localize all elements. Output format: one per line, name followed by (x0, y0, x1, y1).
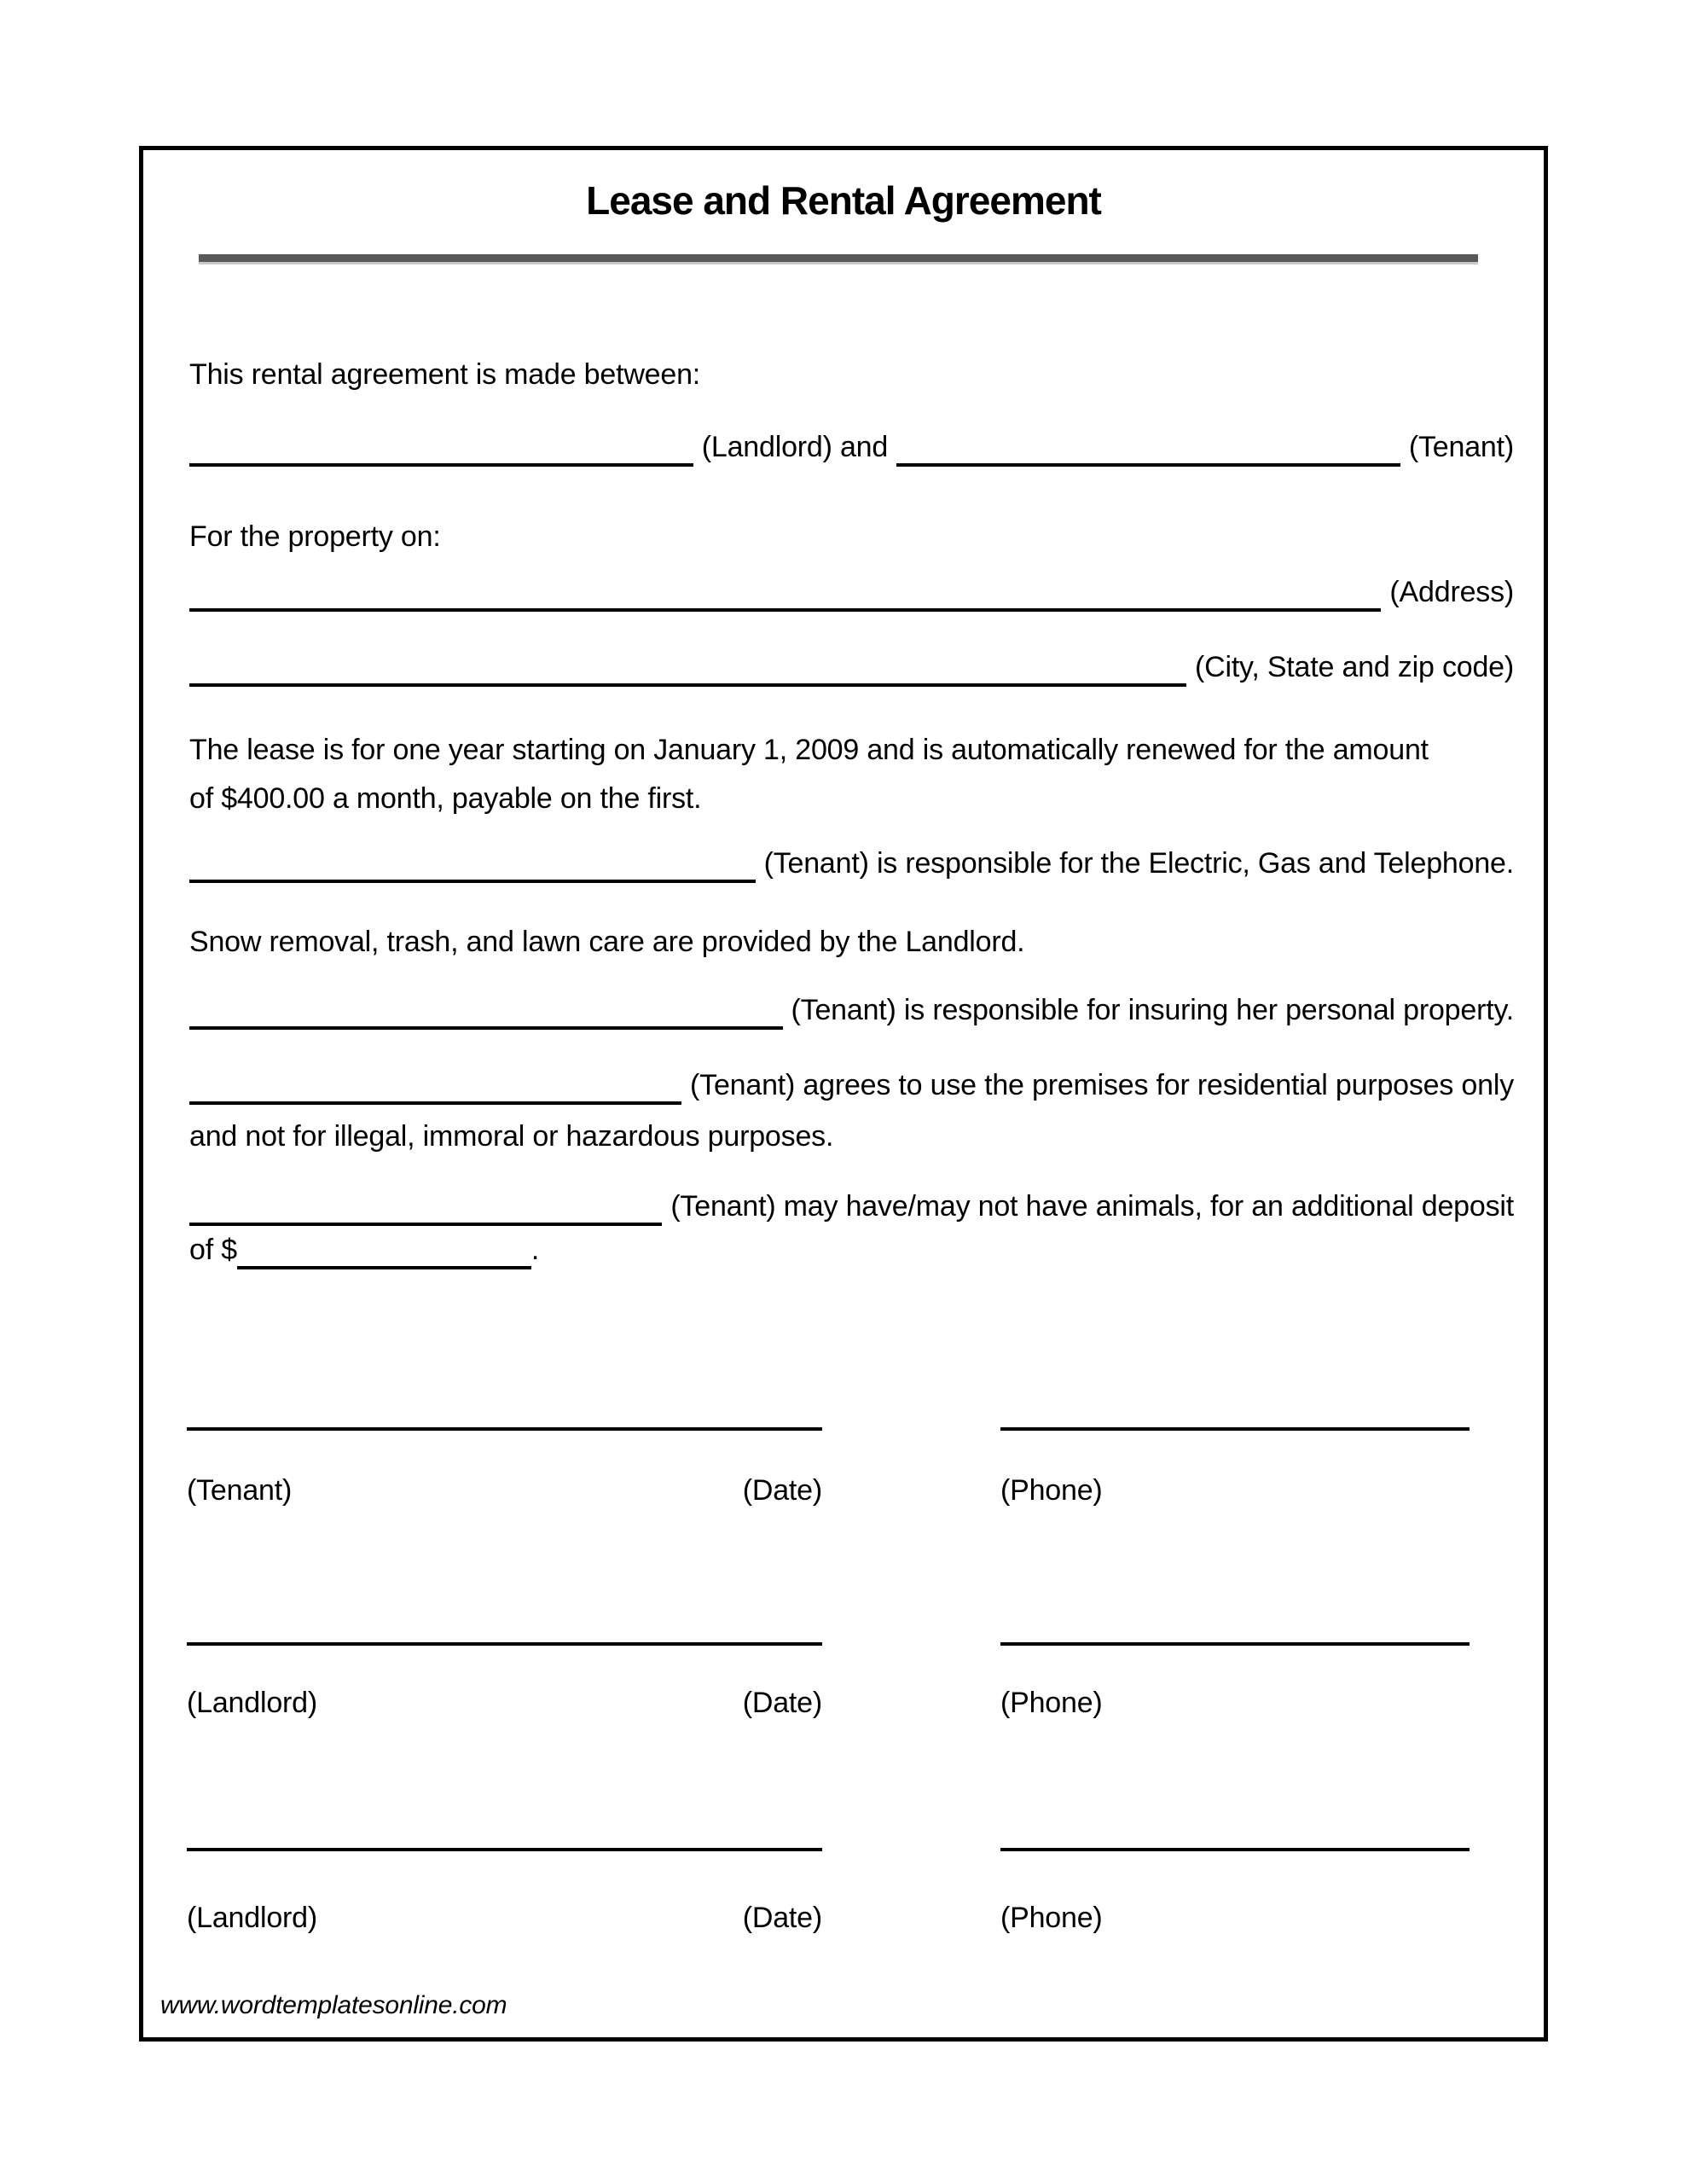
tenant-signature-line (187, 1427, 822, 1431)
animals-text-line1: (Tenant) may have/may not have animals, for an additional deposit (670, 1190, 1514, 1223)
landlord2-signature-line (187, 1848, 822, 1851)
premises-tenant-blank (189, 1066, 681, 1105)
signature-lines-tenant (187, 1427, 1514, 1431)
deposit-suffix: . (530, 1234, 540, 1266)
signature-gap (822, 1642, 1000, 1646)
page-title: Lease and Rental Agreement (586, 178, 1101, 223)
landlord-provides-text: Snow removal, trash, and lawn care are provided by the Landlord. (189, 926, 1025, 958)
lease-terms-paragraph (189, 726, 1514, 823)
landlord1-label-cell (187, 1683, 822, 1722)
animals-tenant-blank (189, 1187, 662, 1226)
tenant-date-label: (Date) (742, 1474, 822, 1507)
landlord1-party-label: (Landlord) (187, 1687, 317, 1719)
city-state-zip-row (189, 648, 1514, 687)
signature-lines-landlord-2 (187, 1848, 1514, 1851)
property-on-text: For the property on: (189, 520, 441, 553)
tenant-phone-label: (Phone) (1000, 1474, 1103, 1507)
signature-labels-landlord-2 (187, 1898, 1514, 1937)
landlord1-phone-line (1000, 1642, 1470, 1646)
signature-lines-landlord-1 (187, 1642, 1514, 1646)
signature-gap (822, 1683, 1000, 1722)
address-blank (189, 572, 1381, 612)
utilities-tenant-blank (189, 844, 756, 883)
landlord1-signature-line (187, 1642, 822, 1646)
address-row (189, 572, 1514, 612)
premises-text-line2: and not for illegal, immoral or hazardous purposes. (189, 1120, 834, 1153)
website-footer: www.wordtemplatesonline.com (160, 1991, 507, 2019)
tenant-party-label: (Tenant) (187, 1474, 293, 1507)
tenant-phone-line (1000, 1427, 1470, 1431)
tenant-label-cell (187, 1471, 822, 1510)
city-state-zip-blank (189, 648, 1186, 687)
lease-terms-line1: The lease is for one year starting on January 1, 2009 and is automatically renewed for the amount (189, 734, 1429, 766)
landlord2-label-cell (187, 1898, 822, 1937)
landlord1-phone-label: (Phone) (1000, 1687, 1103, 1719)
signature-labels-tenant (187, 1471, 1514, 1510)
landlord-name-blank (189, 427, 693, 467)
city-state-zip-label: (City, State and zip code) (1194, 651, 1514, 683)
deposit-amount-blank (237, 1230, 531, 1269)
signature-gap (822, 1848, 1000, 1851)
intro-made-between: This rental agreement is made between: (189, 358, 701, 391)
utilities-row (189, 844, 1514, 883)
signature-gap (822, 1427, 1000, 1431)
utilities-text: (Tenant) is responsible for the Electric, Gas and Telephone. (763, 847, 1514, 880)
landlord2-date-label: (Date) (742, 1902, 822, 1934)
premises-row (189, 1066, 1514, 1105)
landlord2-party-label: (Landlord) (187, 1902, 317, 1934)
premises-text-line1: (Tenant) agrees to use the premises for residential purposes only (690, 1069, 1514, 1101)
landlord2-phone-label: (Phone) (1000, 1902, 1103, 1934)
tenant-label: (Tenant) (1408, 431, 1514, 463)
signature-labels-landlord-1 (187, 1683, 1514, 1722)
deposit-prefix: of $ (189, 1234, 237, 1266)
insurance-text: (Tenant) is responsible for insuring her personal property. (791, 994, 1514, 1026)
landlord2-phone-line (1000, 1848, 1470, 1851)
signature-gap (822, 1898, 1000, 1937)
landlord-label: (Landlord) and (701, 431, 889, 463)
title-divider (199, 254, 1478, 264)
signature-gap (822, 1471, 1000, 1510)
tenant-name-blank (896, 427, 1400, 467)
address-label: (Address) (1389, 576, 1514, 608)
insurance-tenant-blank (189, 990, 783, 1030)
parties-row (189, 427, 1514, 467)
insurance-row (189, 990, 1514, 1030)
document-page (139, 146, 1548, 2042)
lease-terms-line2: of $400.00 a month, payable on the first. (189, 782, 702, 815)
landlord1-date-label: (Date) (742, 1687, 822, 1719)
animals-deposit-row (189, 1230, 1514, 1269)
animals-row (189, 1187, 1514, 1226)
